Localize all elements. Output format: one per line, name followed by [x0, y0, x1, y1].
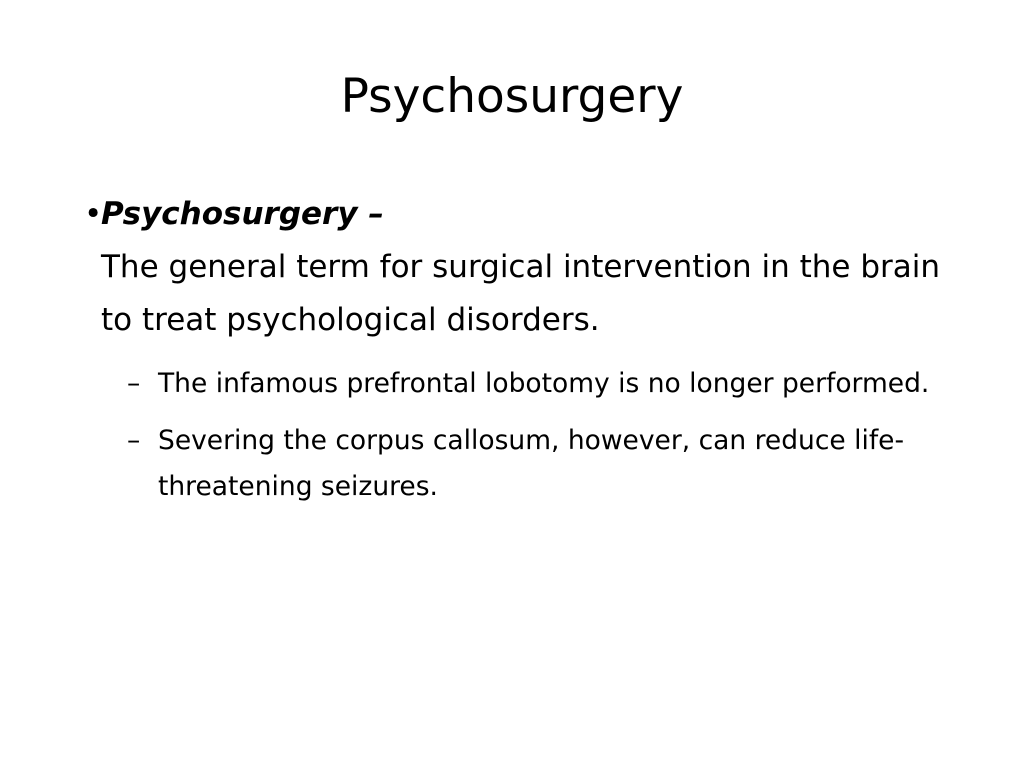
sub-bullet-item: [127, 418, 948, 510]
bullet-body: [101, 188, 948, 347]
sub-bullet-marker: –: [127, 368, 141, 399]
bullet-item: [84, 188, 948, 510]
slide-title: Psychosurgery: [340, 69, 684, 124]
sub-bullet-item: [127, 361, 948, 407]
sub-bullet-text: The infamous prefrontal lobotomy is no longer performed.: [158, 368, 930, 399]
bullet-definition: The general term for surgical intervention in the brain to treat psychological disorders.: [101, 249, 940, 338]
sub-bullet-list: [101, 361, 948, 510]
bullet-marker: •: [84, 196, 103, 232]
slide-content: [84, 188, 948, 521]
bullet-term: Psychosurgery –: [101, 196, 384, 232]
sub-bullet-text: Severing the corpus callosum, however, can reduce life-threatening seizures.: [158, 425, 905, 502]
sub-bullet-marker: –: [127, 425, 141, 456]
